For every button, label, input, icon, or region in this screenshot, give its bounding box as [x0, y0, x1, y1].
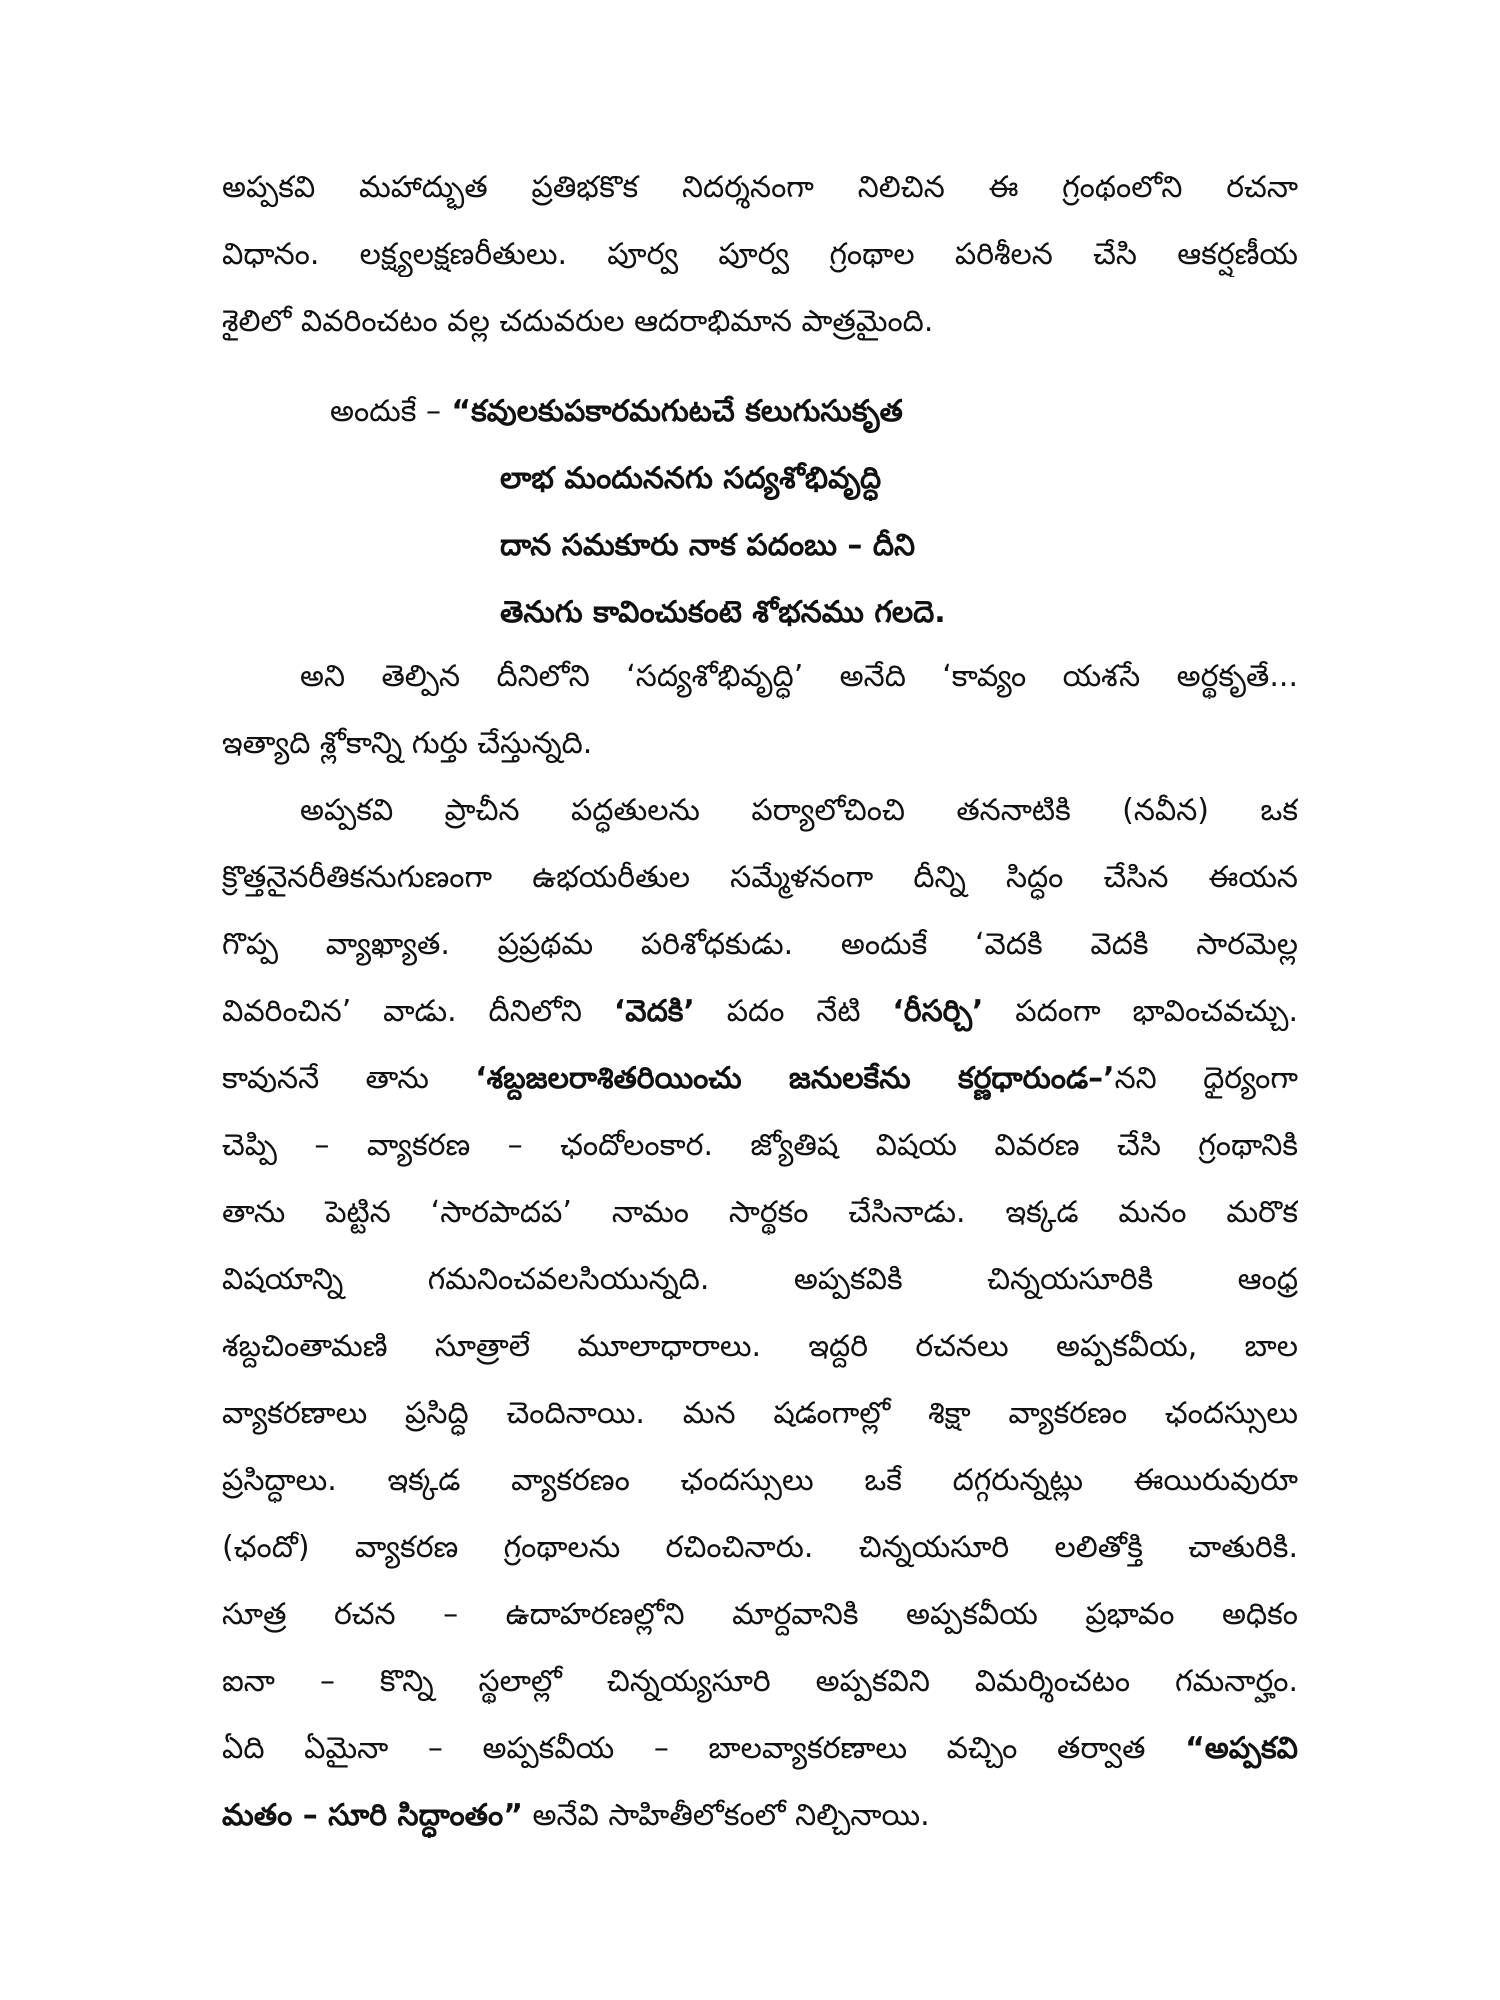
verse-line: లాభ మందుననగు సద్యశోభివృద్ధి [500, 461, 882, 496]
text-run: పదంగా భావించవచ్చు. [983, 994, 1298, 1029]
paragraph-line [222, 1727, 1298, 1771]
verse-lead-label: అందుకే – [330, 394, 441, 429]
paragraph-line: ఐనా – కొన్ని స్థలాల్లో చిన్నయ్యసూరి అప్పకవిని విమర్శించటం గమనార్హం. [222, 1664, 1298, 1699]
verse-text: “కవులకుపకారమగుటచే కలుగుసుకృత [451, 394, 903, 429]
paragraph-line: ప్రసిద్ధాలు. ఇక్కడ వ్యాకరణం ఛందస్సులు ఒకే దగ్గరున్నట్లు ఈయిరువురూ [222, 1463, 1298, 1498]
paragraph-line: గొప్ప వ్యాఖ్యాత. ప్రప్రథమ పరిశోధకుడు. అందుకే ‘వెదకి వెదకి సారమెల్ల [222, 927, 1298, 962]
paragraph-line [222, 1057, 1298, 1101]
verse-line: దాన సమకూరు నాక పదంబు – దీని [500, 528, 916, 563]
paragraph-line: సూత్ర రచన – ఉదాహరణల్లోని మార్దవానికి అప్పకవీయ ప్రభావం అధికం [222, 1597, 1298, 1632]
verse-line [330, 390, 1130, 434]
text-run: ఏది ఏమైనా – అప్పకవీయ – బాలవ్యాకరణాలు వచ్చిం తర్వాత [222, 1731, 1186, 1766]
paragraph-line [222, 990, 1298, 1034]
paragraph-line: క్రొత్తనైనరీతికనుగుణంగా ఉభయరీతుల సమ్మేళనంగా దీన్ని సిద్ధం చేసిన ఈయన [222, 860, 1298, 895]
paragraph-line [222, 1794, 1298, 1838]
paragraph-line: విధానం. లక్ష్యలక్షణరీతులు. పూర్వ పూర్వ గ్రంథాల పరిశీలన చేసి ఆకర్షణీయ [222, 237, 1298, 272]
verse-line: తెనుగు కావించుకంటె శోభనము గలదె. [500, 595, 946, 630]
bold-quote: “అప్పకవి [1185, 1731, 1298, 1766]
paragraph-line: అప్పకవి ప్రాచీన పద్ధతులను పర్యాలోచించి తననాటికి (నవీన) ఒక [300, 793, 1298, 828]
text-run: కావుననే తాను [222, 1061, 476, 1096]
text-run: వివరించిన’ వాడు. దీనిలోని [222, 994, 614, 1029]
paragraph-line: శైలిలో వివరించటం వల్ల చదువరుల ఆదరాభిమాన పాత్రమైంది. [222, 304, 934, 339]
text-run: నని ధైర్యంగా [1114, 1061, 1298, 1096]
paragraph-line: శబ్దచింతామణి సూత్రాలే మూలాధారాలు. ఇద్దరి రచనలు అప్పకవీయ, బాల [222, 1329, 1298, 1364]
bold-term: ‘వెదకి’ [613, 994, 695, 1029]
paragraph-line: అని తెల్పిన దీనిలోని ‘సద్యశోభివృద్ధి’ అనేది ‘కావ్యం యశసే అర్థకృతే... [300, 659, 1298, 694]
paragraph-line: చెప్పి – వ్యాకరణ – ఛందోలంకార. జ్యోతిష విషయ వివరణ చేసి గ్రంథానికి [222, 1128, 1298, 1163]
bold-quote: ‘శబ్దజలరాశితరియించు జనులకేను కర్ణధారుండ–’ [475, 1061, 1115, 1096]
bold-quote: మతం – సూరి సిద్ధాంతం” [222, 1798, 523, 1833]
text-run: అనేవి సాహితీలోకంలో నిల్చినాయి. [522, 1798, 930, 1833]
paragraph-line: తాను పెట్టిన ‘సారపాదప’ నామం సార్థకం చేసినాడు. ఇక్కడ మనం మరొక [222, 1195, 1298, 1230]
paragraph-line: అప్పకవి మహాద్భుత ప్రతిభకొక నిదర్శనంగా నిలిచిన ఈ గ్రంథంలోని రచనా [222, 170, 1298, 205]
paragraph-line: ఇత్యాది శ్లోకాన్ని గుర్తు చేస్తున్నది. [222, 726, 593, 761]
paragraph-line: (ఛందో) వ్యాకరణ గ్రంథాలను రచించినారు. చిన్నయసూరి లలితోక్తి చాతురికి. [222, 1530, 1298, 1565]
bold-term: ‘రీసర్చి’ [892, 994, 984, 1029]
paragraph-line: వ్యాకరణాలు ప్రసిద్ధి చెందినాయి. మన షడంగాల్లో శిక్షా వ్యాకరణం ఛందస్సులు [222, 1396, 1298, 1431]
paragraph-line: విషయాన్ని గమనించవలసియున్నది. అప్పకవికి చిన్నయసూరికి ఆంధ్ర [222, 1262, 1298, 1297]
text-run: పదం నేటి [694, 994, 893, 1029]
